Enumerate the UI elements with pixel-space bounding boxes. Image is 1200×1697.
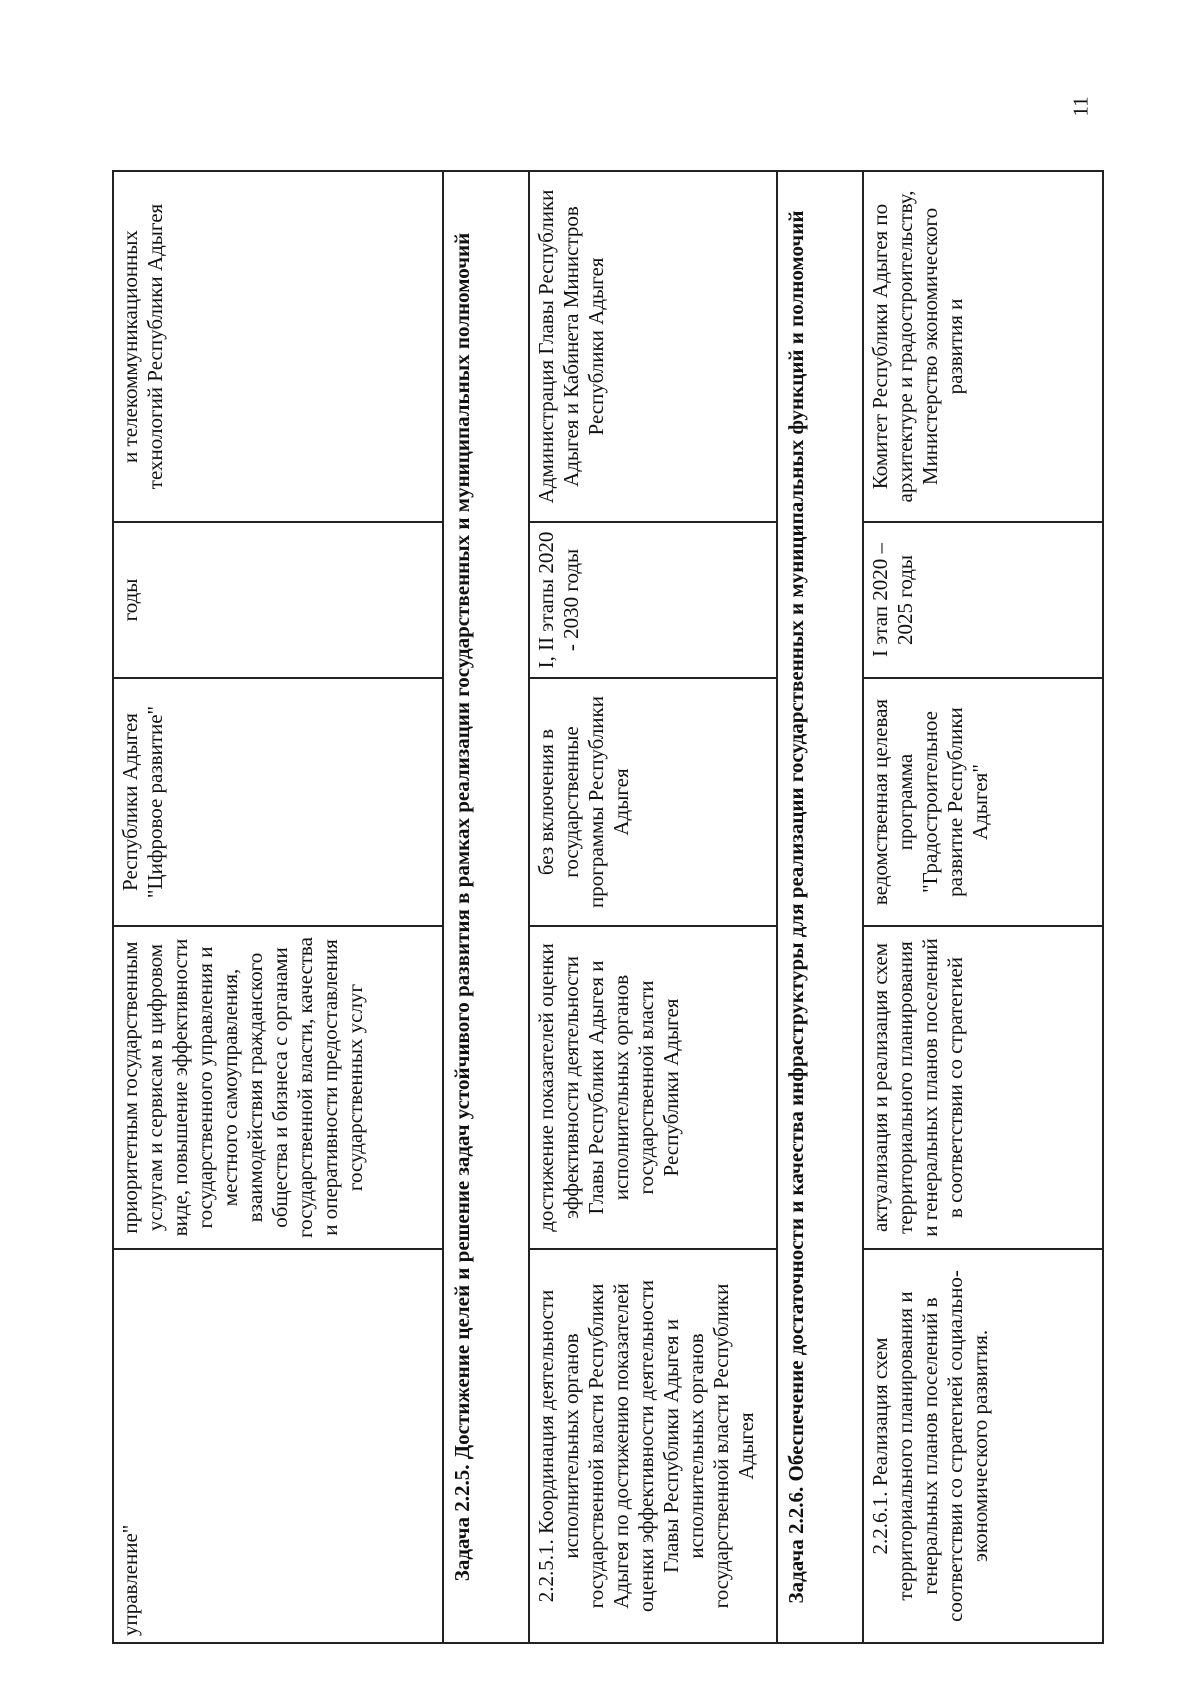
program-cell: Республики Адыгея "Цифровое развитие" bbox=[113, 678, 443, 926]
result-cell: приоритетным государственным услугам и сервисам в цифровом виде, повышение эффективности государственного управления и местного самоуправления, взаимодействия гражданского общества и бизнеса с органами государственной власти, качества и оперативности предоставления государственных услуг bbox=[113, 926, 443, 1249]
result-cell bbox=[863, 926, 1103, 1249]
section-heading-2-2-5: Задача 2.2.5. Достижение целей и решение задач устойчивого развития в рамках реализации государственных и муниципальных полномочий bbox=[443, 171, 529, 1643]
result-text: актуализация и реализация схем территориального планирования и генеральных планов поселений в соответствии со стратегией bbox=[868, 938, 967, 1237]
period-cell: I, II этапы 2020 - 2030 годы bbox=[529, 522, 777, 678]
section-heading-2-2-6: Задача 2.2.6. Обеспечение достаточности и качества инфраструктуры для реализации государственных и муниципальных функций и полномочий bbox=[777, 171, 863, 1643]
measure-text: 2.2.6.1. Реализация схем территориального планирования и генеральных планов поселений в соответствии со стратегией социально-экономического развития. bbox=[868, 1270, 992, 1622]
program-cell: без включения в государственные программы Республики Адыгея bbox=[529, 678, 777, 926]
table-row bbox=[113, 171, 443, 1643]
executor-cell: и телекоммуникационных технологий Республики Адыгея bbox=[113, 171, 443, 522]
executor-cell: Администрация Главы Республики Адыгея и Кабинета Министров Республики Адыгея bbox=[529, 171, 777, 522]
measure-cell: управление" bbox=[113, 1249, 443, 1643]
page-number bbox=[1066, 86, 1096, 126]
section-row bbox=[443, 171, 529, 1643]
result-cell: достижение показателей оценки эффективности деятельности Главы Республики Адыгея и исполнительных органов государственной власти Республики Адыгея bbox=[529, 926, 777, 1249]
measure-cell bbox=[863, 1249, 1103, 1643]
measures-table bbox=[112, 170, 1104, 1644]
table-row bbox=[529, 171, 777, 1643]
page-number-text: 11 bbox=[1068, 95, 1093, 117]
period-cell bbox=[863, 522, 1103, 678]
section-row bbox=[777, 171, 863, 1643]
table-row bbox=[863, 171, 1103, 1643]
executor-cell bbox=[863, 171, 1103, 522]
program-text: ведомственная целевая программа "Градостроительное развитие Республики Адыгея" bbox=[868, 698, 992, 906]
measures-table-rotated bbox=[112, 172, 1066, 1644]
executor-text: Комитет Республики Адыгея по архитектуре и градостроительству, Министерство экономического развития и bbox=[868, 190, 967, 503]
program-cell bbox=[863, 678, 1103, 926]
period-cell: годы bbox=[113, 522, 443, 678]
measure-cell: 2.2.5.1. Координация деятельности исполнительных органов государственной власти Республики Адыгея по достижению показателей оценки эффективности деятельности Главы Республики Адыгея и исполнительных органов государственной власти Республики Адыгея bbox=[529, 1249, 777, 1643]
period-text: I этап 2020 – 2025 годы bbox=[868, 543, 917, 657]
